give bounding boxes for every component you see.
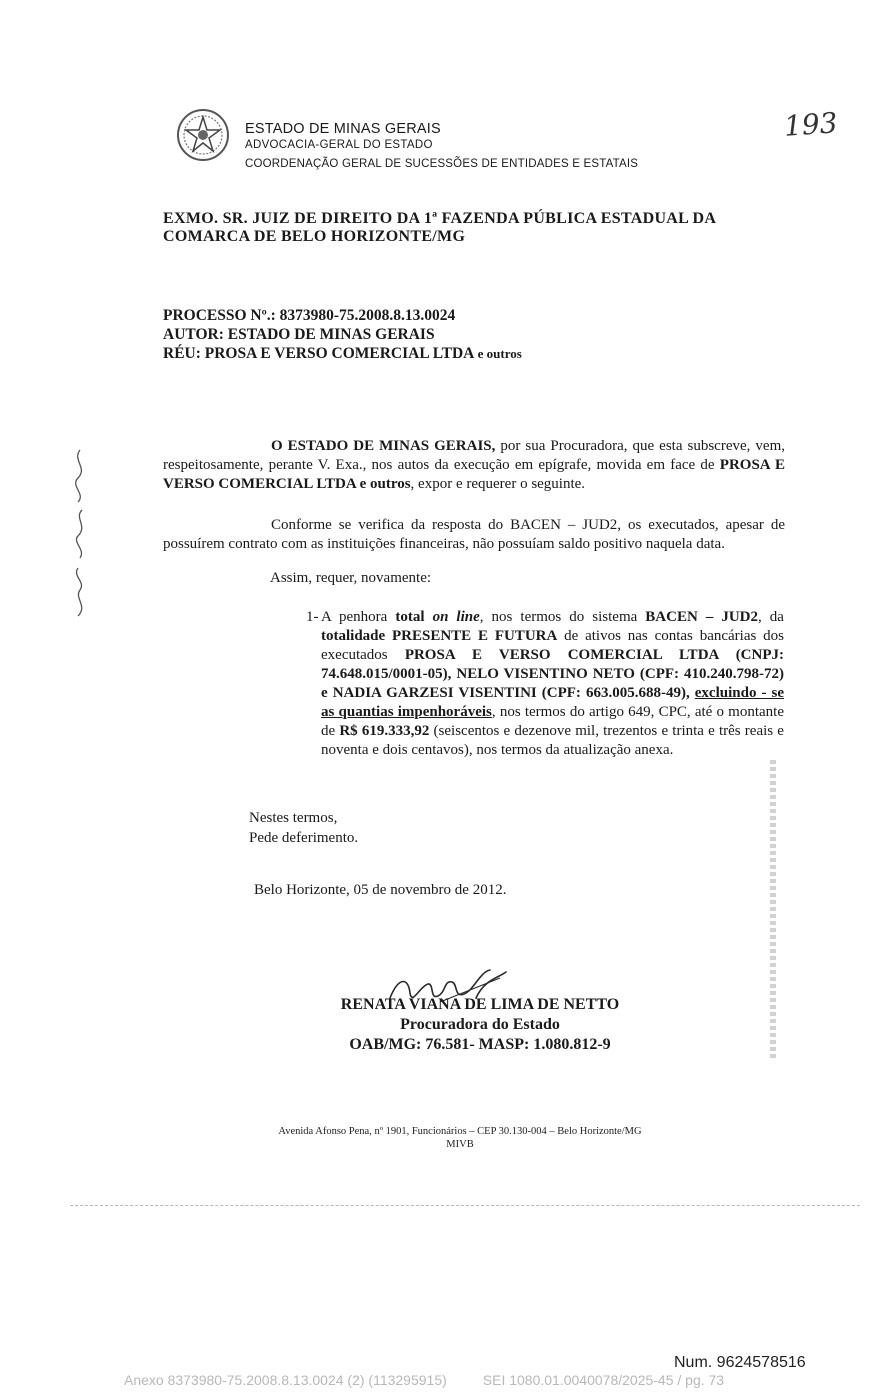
item-text: A penhora <box>321 609 396 625</box>
state-seal-icon <box>176 108 230 162</box>
request-item-1 <box>308 608 784 760</box>
addressee <box>163 210 787 246</box>
footer-address: Avenida Afonso Pena, nº 1901, Funcionários – CEP 30.130-004 – Belo Horizonte/MG <box>278 1126 642 1137</box>
letterhead-department: COORDENAÇÃO GERAL DE SUCESSÕES DE ENTIDADES E ESTATAIS <box>245 157 639 170</box>
annex-reference: Anexo 8373980-75.2008.8.13.0024 (2) (113295915) <box>124 1372 447 1388</box>
author: AUTOR: ESTADO DE MINAS GERAIS <box>163 326 435 343</box>
signer-registration: OAB/MG: 76.581- MASP: 1.080.812-9 <box>349 1036 611 1053</box>
bottom-stamp <box>124 1372 724 1388</box>
footer <box>180 1125 740 1151</box>
signature-block <box>300 995 660 1055</box>
letterhead <box>245 120 638 171</box>
item-bold: BACEN – JUD2 <box>645 609 759 625</box>
item-bold: PROSA E VERSO COMERCIAL LTDA (CNPJ: 74.648.015/0001-05), NELO VISENTINO NETO (CPF: 410.240.798-72) e NADIA GARZESI VISENTINI (CPF: 663.005.688-49), <box>321 647 785 701</box>
item-text: de ativos nas contas bancárias dos executados <box>321 628 784 663</box>
handwritten-page-number: 193 <box>782 106 839 143</box>
item-text: , nos termos do sistema <box>479 609 646 625</box>
defendant-suffix: e outros <box>474 346 522 361</box>
closing-line-1: Nestes termos, <box>249 810 338 826</box>
item-body <box>321 608 784 760</box>
process-number: PROCESSO Nº.: 8373980-75.2008.8.13.0024 <box>163 307 456 324</box>
defendant <box>163 344 522 363</box>
closing <box>249 808 358 848</box>
addressee-line-2: COMARCA DE BELO HORIZONTE/MG <box>163 228 466 245</box>
intro-bold-start: O ESTADO DE MINAS GERAIS, <box>271 438 496 454</box>
margin-handwriting <box>60 440 100 630</box>
item-number: 1- <box>306 609 319 625</box>
intro-text-a: por sua Procuradora, que esta subscreve, vem, respeitosamente, perante V. Exa., nos autos da execução em epígrafe, movida em face de <box>163 438 785 473</box>
sei-reference: SEI 1080.01.0040078/2025-45 / pg. 73 <box>482 1372 725 1388</box>
item-text: (seiscentos e dezenove mil, trezentos e trinta e três reais e noventa e dois centavos), nos termos da atualização anexa. <box>321 723 784 758</box>
signer-title: Procuradora do Estado <box>400 1016 560 1033</box>
item-bold: totalidade PRESENTE E FUTURA <box>321 628 558 644</box>
dateline: Belo Horizonte, 05 de novembro de 2012. <box>254 882 507 898</box>
intro-bold-mid: PROSA E VERSO COMERCIAL LTDA e outros <box>163 457 786 492</box>
item-underlined: excluindo - se as quantias impenhoráveis <box>321 685 785 720</box>
signer-name: RENATA VIANA DE LIMA DE NETTO <box>340 996 620 1013</box>
item-bold: total <box>395 609 433 625</box>
case-info <box>163 306 522 363</box>
paragraph-intro <box>163 437 785 494</box>
letterhead-agency: ADVOCACIA-GERAL DO ESTADO <box>245 139 433 152</box>
paragraph-request: Assim, requer, novamente: <box>270 570 432 586</box>
item-text: , da <box>758 609 784 625</box>
vertical-stamp <box>762 760 784 1060</box>
addressee-line-1: EXMO. SR. JUIZ DE DIREITO DA 1ª FAZENDA PÚBLICA ESTADUAL DA <box>163 210 717 227</box>
document-number: Num. 9624578516 <box>674 1354 806 1371</box>
item-italic: on line <box>432 609 480 625</box>
closing-line-2: Pede deferimento. <box>249 830 359 846</box>
footer-initials: MIVB <box>446 1139 474 1150</box>
intro-text-b: , expor e requerer o seguinte. <box>410 476 586 492</box>
item-text: , nos termos do artigo 649, CPC, até o montante de <box>321 704 784 739</box>
page-divider <box>70 1205 860 1206</box>
letterhead-state: ESTADO DE MINAS GERAIS <box>245 121 441 137</box>
paragraph-bacen: Conforme se verifica da resposta do BACEN – JUD2, os executados, apesar de possuírem contrato com as instituições financeiras, não possuíam saldo positivo naquela data. <box>163 517 785 552</box>
item-amount: R$ 619.333,92 <box>339 723 430 739</box>
defendant-name: RÉU: PROSA E VERSO COMERCIAL LTDA <box>163 345 475 362</box>
